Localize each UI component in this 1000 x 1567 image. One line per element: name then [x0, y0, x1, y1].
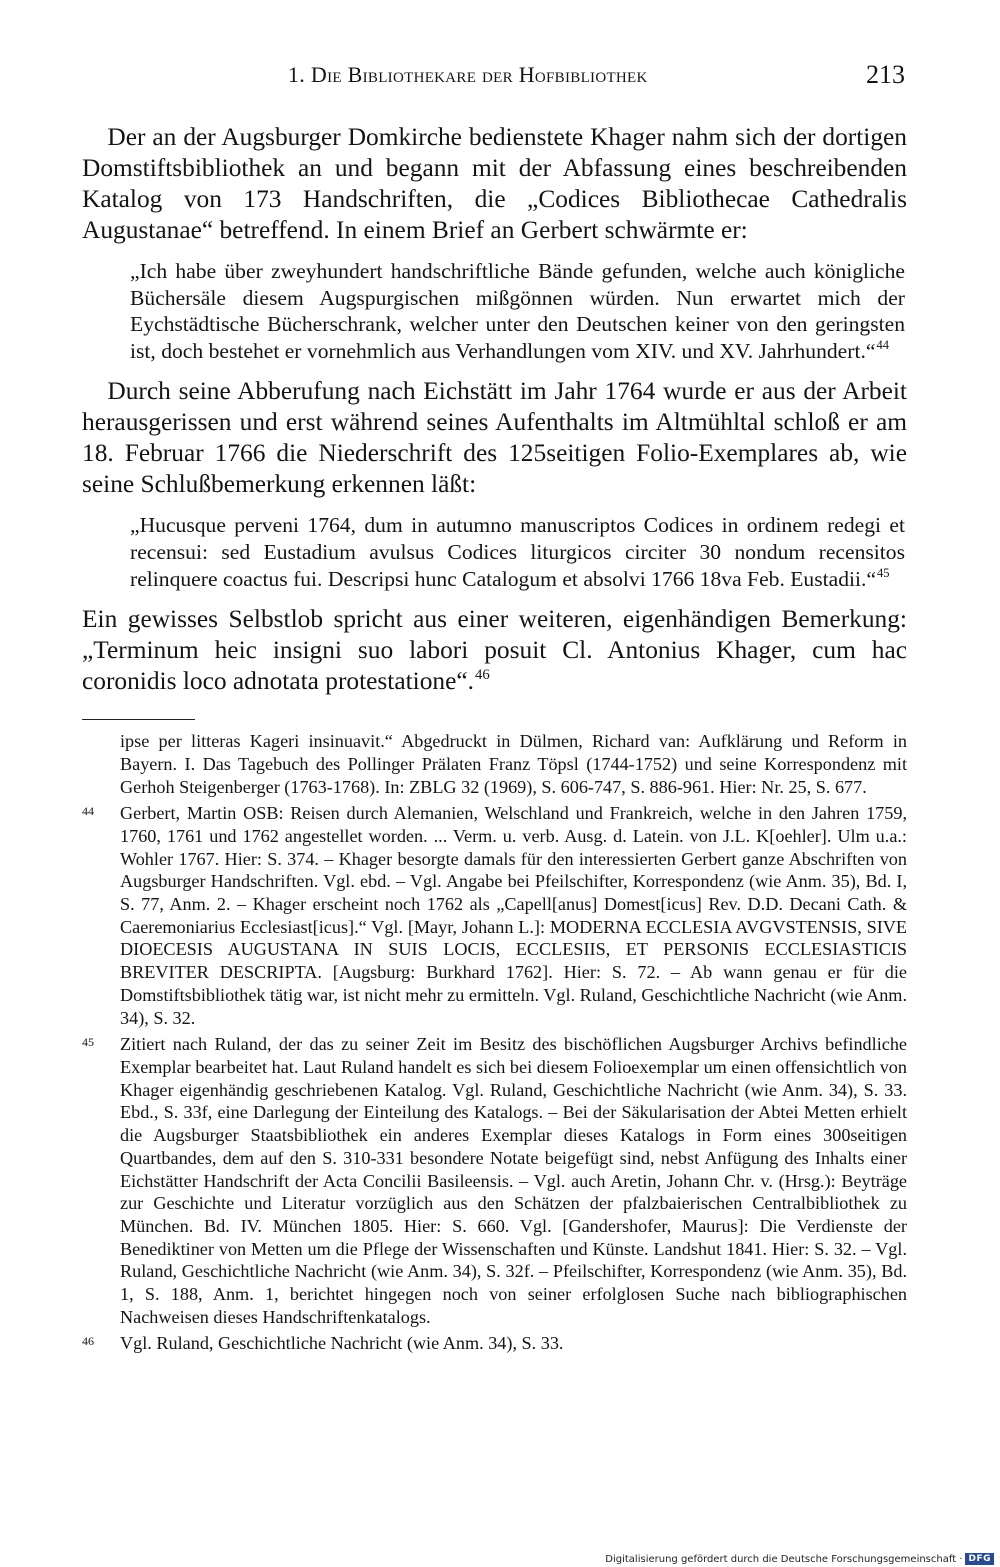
dfg-logo: DFG [965, 1553, 994, 1565]
footnote-ref-45[interactable]: 45 [877, 565, 890, 580]
footnote-continued [82, 730, 907, 798]
footnote-continued-text: ipse per litteras Kageri insinuavit.“ Abgedruckt in Dülmen, Richard van: Aufklärung und Reform in Bayern. I. Das Tagebuch des Pollinger Prälaten Franz Töpsl (1744-1752) und seine Korrespondenz mit Gerhoh Steigenberger (1763-1768). In: ZBLG 32 (1969), S. 606-747, S. 886-961. Hier: Nr. 25, S. 677. [120, 731, 907, 797]
running-header [82, 60, 907, 100]
page-number: 213 [866, 60, 905, 89]
footnote-46 [82, 1332, 907, 1355]
digitization-credit [605, 1553, 994, 1565]
running-title: 1. Die Bibliothekare der Hofbibliothek [288, 62, 648, 87]
block-quote-2 [130, 512, 905, 592]
footnote-ref-44[interactable]: 44 [876, 338, 889, 353]
paragraph-2-text: Durch seine Abberufung nach Eichstätt im Jahr 1764 wurde er aus der Arbeit herausgerissen und erst während seines Aufenthalts im Altmühltal schloß er am 18. Februar 1766 die Niederschrift des 125seitigen Folio-Exemplares ab, wie seine Schlußbemerkung erkennen läßt: [82, 377, 907, 499]
block-quote-1 [130, 258, 905, 364]
footnotes [82, 730, 907, 1355]
footnote-number: 44 [82, 804, 94, 819]
footnote-divider [82, 719, 195, 720]
paragraph-1 [82, 122, 907, 246]
footnote-number: 45 [82, 1035, 94, 1050]
footnote-text: Vgl. Ruland, Geschichtliche Nachricht (wie Anm. 34), S. 33. [120, 1333, 564, 1354]
footnote-text: Zitiert nach Ruland, der das zu seiner Zeit im Besitz des bischöflichen Augsburger Archivs befindliche Exemplar bearbeitet hat. Laut Ruland handelt es sich bei diesem Folioexemplar um einen offensichtlich von Khager eigenhändig geschriebenen Katalog. Vgl. Ruland, Geschichtliche Nachricht (wie Anm. 34), S. 33. Ebd., S. 33f, eine Darlegung der Einteilung des Katalogs. – Bei der Säkularisation der Abtei Metten erhielt die Augsburger Staatsbibliothek ein anderes Exemplar dieses Katalogs in Form eines 300seitigen Quartbandes, dem auf den S. 310-331 besondere Notate beigefügt sind, nebst Anfügung des Inhalts einer Eichstätter Handschrift der Acta Concilii Basileensis. – Vgl. auch Aretin, Johann Chr. v. (Hrsg.): Beyträge zur Geschichte und Literatur vorzüglich aus den Schätzen der pfalzbaierischen Centralbibliothek zu München. Bd. IV. München 1805. Hier: S. 660. Vgl. [Gandershofer, Maurus]: Die Verdienste der Benediktiner von Metten um die Pflege der Wissenschaften und Künste. Landshut 1841. Hier: S. 32. – Vgl. Ruland, Geschichtliche Nachricht (wie Anm. 34), S. 32f. – Pfeilschifter, Korrespondenz (wie Anm. 35), Bd. 1, S. 188, Anm. 1, berichtet hingegen noch von seiner erfolglosen Suche nach bibliographischen Nachweisen dieses Handschriftenkatalogs. [120, 1034, 907, 1327]
footnote-text: Gerbert, Martin OSB: Reisen durch Alemanien, Welschland und Frankreich, welche in den Jahren 1759, 1760, 1761 und 1762 angestellet worden. ... Verm. u. verb. Ausg. d. Latein. von J.L. K[oehler]. Ulm u.a.: Wohler 1767. Hier: S. 374. – Khager besorgte damals für den interessierten Gerbert ganze Abschriften von Augsburger Handschriften. Vgl. ebd. – Vgl. Angabe bei Pfeilschifter, Korrespondenz (wie Anm. 35), Bd. I, S. 77, Anm. 2. – Khager erscheint noch 1762 als „Capell[anus] Domest[icus] Rev. D.D. Decani Cath. & Caeremoniarius Ecclesiast[icus].“ Vgl. [Mayr, Johann L.]: MODERNA ECCLESIA AVGVSTENSIS, SIVE DIOECESIS AUGUSTANA IN SUIS LOCIS, ECCLESIIS, ET PERSONIS ECCLESIASTICIS BREVITER DESCRIPTA. [Augsburg: Burkhard 1762]. Hier: S. 72. – Ab wann genau er für die Domstiftsbibliothek tätig war, ist nicht mehr zu ermitteln. Vgl. Ruland, Geschichtliche Nachricht (wie Anm. 34), S. 32. [120, 803, 907, 1028]
page [82, 60, 907, 1359]
paragraph-3-text: Ein gewisses Selbstlob spricht aus einer weiteren, eigenhändigen Bemerkung: „Terminum heic insigni suo labori posuit Cl. Antonius Khager, cum hac coronidis loco adnotata protestatione“. [82, 605, 907, 696]
paragraph-3 [82, 604, 907, 697]
quote-2-text: „Hucusque perveni 1764, dum in autumno manuscriptos Codices in ordinem redegi et recensui: sed Eustadium avulsus Codices liturgicos circiter 30 nondum recensitos relinquere coactus fui. Descripsi hunc Catalogum et absolvi 1766 18va Feb. Eustadii.“ [130, 513, 905, 591]
footnote-ref-46[interactable]: 46 [475, 666, 490, 683]
paragraph-1-text: Der an der Augsburger Domkirche bedienstete Khager nahm sich der dortigen Domstiftsbibliothek an und begann mit der Abfassung eines beschreibenden Katalog von 173 Handschriften, die „Codices Bibliothecae Cathedralis Augustanae“ betreffend. In einem Brief an Gerbert schwärmte er: [82, 123, 907, 244]
paragraph-2 [82, 376, 907, 500]
credit-text: Digitalisierung gefördert durch die Deutsche Forschungsgemeinschaft · [605, 1553, 963, 1565]
footnote-number: 46 [82, 1334, 94, 1349]
footnote-45 [82, 1033, 907, 1328]
footnote-44 [82, 802, 907, 1029]
quote-1-text: „Ich habe über zweyhundert handschriftliche Bände gefunden, welche auch königliche Büchersäle diesem Augspurgischen mißgönnen würden. Nun erwartet mich der Eychstädtische Bücherschrank, welcher unter den Deutschen keiner von den geringsten ist, doch bestehet er vornehmlich aus Verhandlungen vom XIV. und XV. Jahrhundert.“ [130, 259, 905, 363]
